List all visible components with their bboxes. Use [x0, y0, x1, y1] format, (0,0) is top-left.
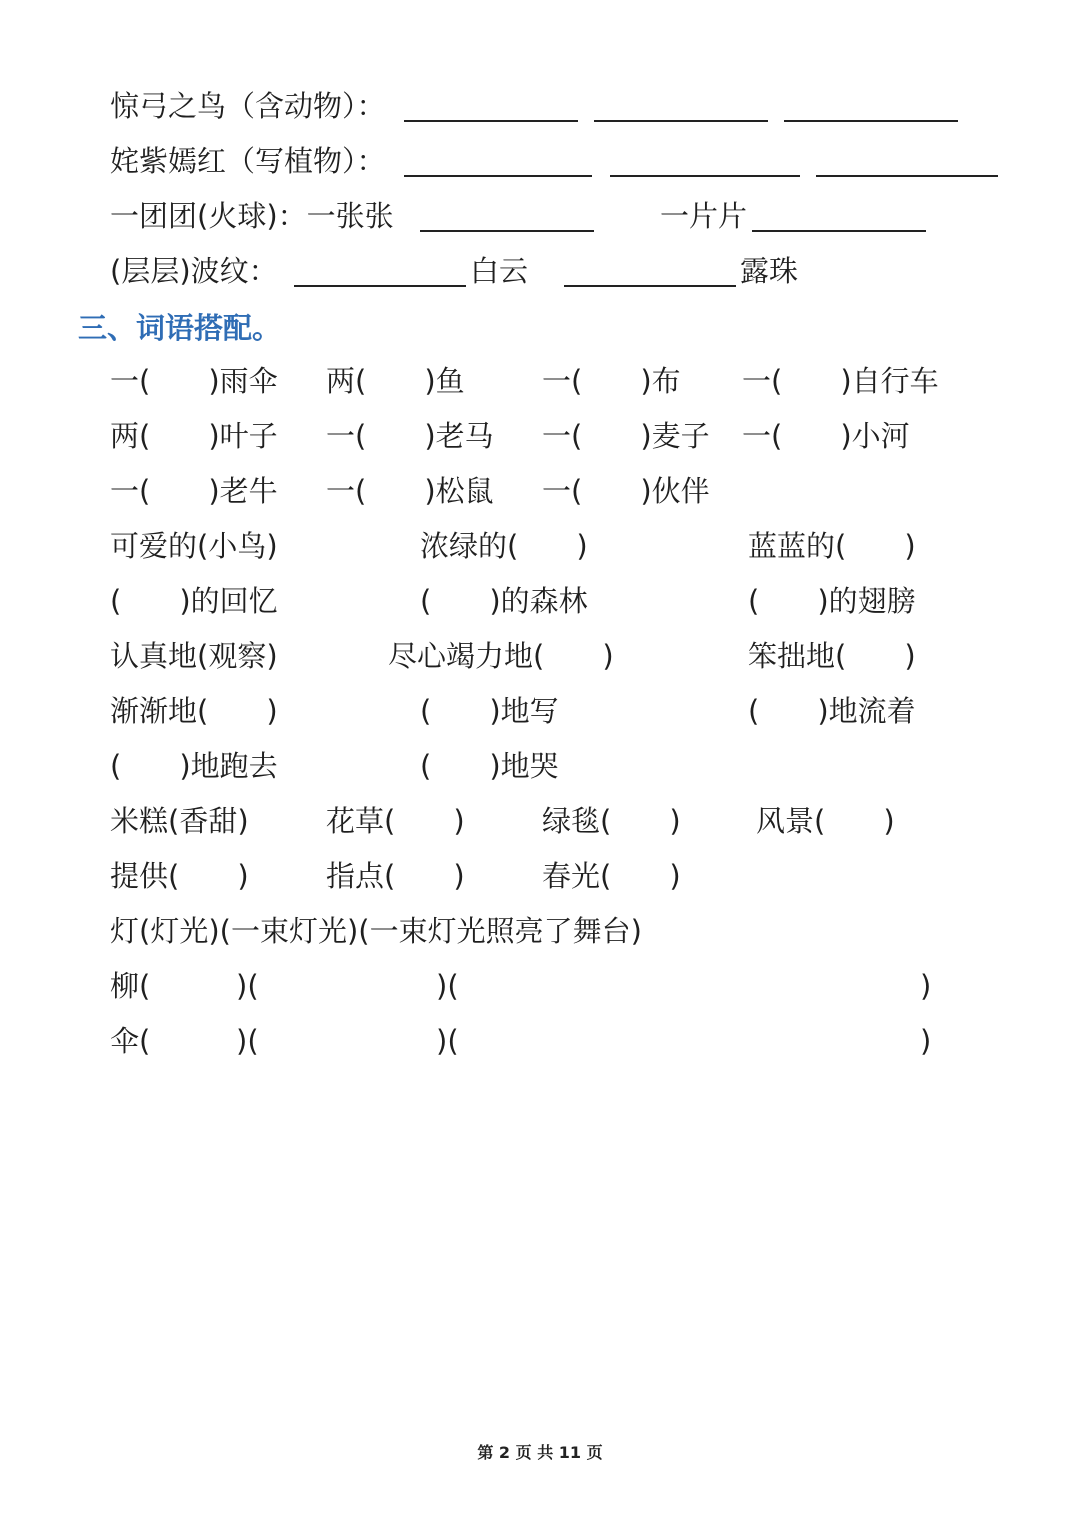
- exercise-item[interactable]: 提供( ): [110, 859, 249, 893]
- prompt-label: 一团团(火球)：一张张: [110, 199, 394, 233]
- exercise-item[interactable]: ( )地流着: [748, 694, 916, 728]
- answer-blank[interactable]: [610, 175, 800, 177]
- exercise-item[interactable]: 一( )松鼠: [326, 474, 494, 508]
- expand-bracket[interactable]: ): [920, 1024, 932, 1058]
- exercise-item[interactable]: 风景( ): [756, 804, 895, 838]
- exercise-item[interactable]: 一( )自行车: [742, 364, 939, 398]
- exercise-item[interactable]: 一( )布: [542, 364, 681, 398]
- expand-word: 伞(: [110, 1024, 151, 1058]
- exercise-item[interactable]: 一( )老牛: [110, 474, 278, 508]
- expand-bracket[interactable]: )(: [236, 1024, 259, 1058]
- answer-blank[interactable]: [816, 175, 998, 177]
- answer-blank[interactable]: [784, 120, 958, 122]
- prompt-label: 一片片: [660, 199, 748, 233]
- prompt-label: 露珠: [740, 254, 799, 288]
- answer-blank[interactable]: [564, 285, 736, 287]
- exercise-item[interactable]: 浓绿的( ): [420, 529, 588, 563]
- prompt-label: (层层)波纹：: [110, 254, 278, 288]
- exercise-item[interactable]: 一( )伙伴: [542, 474, 710, 508]
- prompt-label: 姹紫嫣红（写植物）：: [110, 144, 386, 178]
- page-number: 第 2 页 共 11 页: [477, 1443, 603, 1462]
- exercise-item[interactable]: 渐渐地( ): [110, 694, 278, 728]
- exercise-item[interactable]: 两( )叶子: [110, 419, 278, 453]
- exercise-item[interactable]: 一( )雨伞: [110, 364, 278, 398]
- answer-blank[interactable]: [594, 120, 768, 122]
- answer-blank[interactable]: [404, 175, 592, 177]
- exercise-item[interactable]: 尽心竭力地( ): [388, 639, 614, 673]
- example-text: 灯(灯光)(一束灯光)(一束灯光照亮了舞台): [110, 914, 642, 948]
- exercise-item[interactable]: ( )地写: [420, 694, 559, 728]
- expand-bracket[interactable]: )(: [236, 969, 259, 1003]
- exercise-item[interactable]: 蓝蓝的( ): [748, 529, 916, 563]
- prompt-label: 惊弓之鸟（含动物）：: [110, 89, 386, 123]
- exercise-item: 米糕(香甜): [110, 804, 249, 838]
- expand-bracket[interactable]: )(: [436, 1024, 459, 1058]
- answer-blank[interactable]: [404, 120, 578, 122]
- exercise-item[interactable]: 绿毯( ): [542, 804, 681, 838]
- expand-bracket[interactable]: )(: [436, 969, 459, 1003]
- exercise-item[interactable]: ( )地哭: [420, 749, 559, 783]
- exercise-item[interactable]: 一( )老马: [326, 419, 494, 453]
- expand-word: 柳(: [110, 969, 151, 1003]
- answer-blank[interactable]: [294, 285, 466, 287]
- exercise-item: 可爱的(小鸟): [110, 529, 278, 563]
- exercise-item[interactable]: 春光( ): [542, 859, 681, 893]
- exercise-item[interactable]: 一( )麦子: [542, 419, 710, 453]
- exercise-item[interactable]: 笨拙地( ): [748, 639, 916, 673]
- exercise-item[interactable]: 花草( ): [326, 804, 465, 838]
- exercise-item[interactable]: ( )地跑去: [110, 749, 278, 783]
- answer-blank[interactable]: [420, 230, 594, 232]
- exercise-item[interactable]: 两( )鱼: [326, 364, 465, 398]
- exercise-item[interactable]: ( )的翅膀: [748, 584, 916, 618]
- exercise-item: 认真地(观察): [110, 639, 278, 673]
- expand-bracket[interactable]: ): [920, 969, 932, 1003]
- prompt-label: 白云: [470, 254, 529, 288]
- answer-blank[interactable]: [752, 230, 926, 232]
- exercise-item[interactable]: ( )的回忆: [110, 584, 278, 618]
- exercise-item[interactable]: 指点( ): [326, 859, 465, 893]
- section-heading: 三、词语搭配。: [78, 311, 282, 345]
- exercise-item[interactable]: 一( )小河: [742, 419, 910, 453]
- exercise-item[interactable]: ( )的森林: [420, 584, 588, 618]
